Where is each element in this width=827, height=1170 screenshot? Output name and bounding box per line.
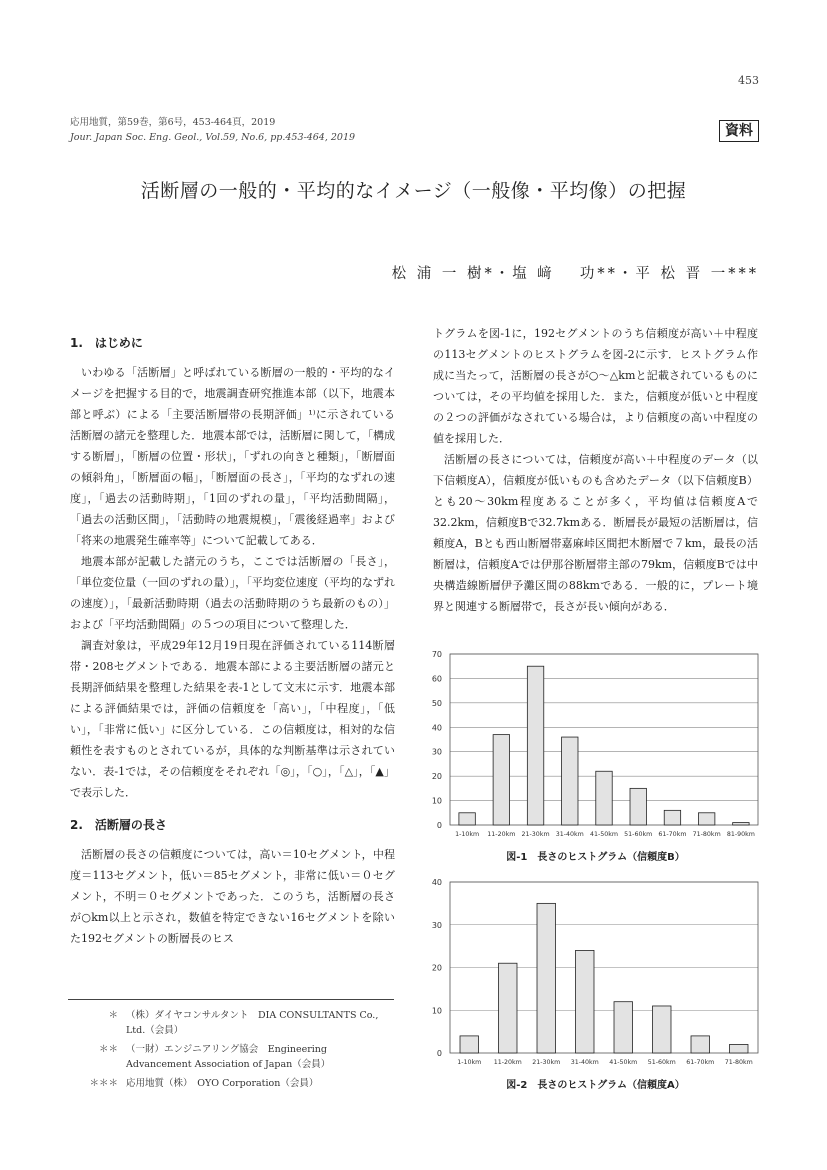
x-tick-label: 21-30km (532, 1059, 561, 1066)
left-column (70, 333, 395, 949)
x-tick-label: 31-40km (555, 831, 584, 838)
footnote-mark: ＊ (108, 1010, 118, 1021)
figure-2-histogram (428, 873, 763, 1073)
footnotes (68, 1008, 394, 1088)
y-tick-label: 10 (431, 796, 442, 806)
intro-paragraph-2: 地震本部が記載した諸元のうち，ここでは活断層の「長さ」，「単位変位量（一回のずれの量）」，「平均変位速度（平均的なずれの速度）」，「最新活動時期（過去の活動時期のうち最新のもの）」および「平均活動間隔」の５つの項目について整理した． (70, 555, 395, 631)
paper-title: 活断層の一般的・平均的なイメージ（一般像・平均像）の把握 (140, 180, 687, 202)
x-tick-label: 21-30km (521, 831, 550, 838)
histogram-bar (596, 771, 612, 825)
section-heading-intro: 1. はじめに (70, 336, 143, 350)
histogram-bar (537, 903, 555, 1053)
histogram-bar (664, 810, 680, 825)
right-column (433, 323, 758, 617)
histogram-bar (698, 813, 714, 825)
x-tick-label: 11-20km (493, 1059, 522, 1066)
y-tick-label: 20 (431, 963, 442, 973)
histogram-bar (493, 735, 509, 825)
histogram-bar (459, 813, 475, 825)
histogram-bar (576, 950, 594, 1053)
x-tick-label: 11-20km (487, 831, 516, 838)
histogram-bar (460, 1036, 478, 1053)
histogram-bar (730, 1044, 748, 1053)
x-tick-label: 51-60km (624, 831, 653, 838)
figure-2-caption: 図-2 長さのヒストグラム（信頼度A） (506, 1080, 685, 1091)
y-tick-label: 70 (431, 650, 442, 659)
length-paragraph-2: トグラムを図-1に，192セグメントのうち信頼度が高い＋中程度の113セグメントのヒストグラムを図-2に示す．ヒストグラム作成に当たって，活断層の長さが○～△kmと記載されているものについては，その平均値を採用した．また，信頼度が低いと中程度の２つの評価がなされている場合は，より信頼度の高い中程度の値を採用した． (433, 327, 758, 445)
intro-paragraph-1: いわゆる「活断層」と呼ばれている断層の一般的・平均的なイメージを把握する目的で，地震調査研究推進本部（以下，地震本部と呼ぶ）による「主要活断層帯の長期評価」¹⁾に示されている活断層の諸元を整理した．地震本部では，活断層に関して，「構成する断層」，「断層の位置・形状」，「ずれの向きと種類」，「断層面の傾斜角」，「断層面の幅」，「断層面の長さ」，「平均的なずれの速度」，「過去の活動時期」，「1回のずれの量」，「平均活動間隔」，「過去の活動区間」，「活動時の地震規模」，「震後経過率」および「将来の地震発生確率等」について記載してある． (70, 366, 395, 547)
x-tick-label: 71-80km (692, 831, 721, 838)
x-tick-label: 61-70km (686, 1059, 715, 1066)
footnote-3 (68, 1076, 394, 1091)
x-tick-label: 61-70km (658, 831, 687, 838)
footnote-mark: ＊＊＊ (89, 1078, 118, 1089)
y-tick-label: 20 (431, 772, 442, 782)
length-paragraph-3: 活断層の長さについては，信頼度が高い＋中程度のデータ（以下信頼度A），信頼度が低いものも含めたデータ（以下信頼度B）とも20～30km程度あることが多く，平均値は信頼度Aで32.2km，信頼度Bで32.7kmある．断層長が最短の活断層は，信頼度A，Bとも西山断層帯嘉麻峠区間把木断層で７km，最長の活断層は，信頼度Aでは伊那谷断層帯主部の79km，信頼度Bでは中央構造線断層伊予灘区間の88kmである．一般的に，プレート境界と関連する断層帯で，長さが長い傾向がある． (433, 453, 758, 613)
journal-citation-en: Jour. Japan Soc. Eng. Geol., Vol.59, No.6, pp.453-464, 2019 (70, 132, 356, 143)
y-tick-label: 60 (431, 674, 442, 684)
footnote-text: （一財）エンジニアリング協会 Engineering Advancement Association of Japan（会員） (126, 1044, 331, 1070)
histogram-bar (733, 823, 749, 825)
footnote-text: （株）ダイヤコンサルタント DIA CONSULTANTS Co., Ltd.（会員） (126, 1010, 379, 1036)
figure-1-histogram (428, 645, 763, 845)
histogram-bar (691, 1036, 709, 1053)
histogram-bar (562, 737, 578, 825)
histogram-bar (630, 788, 646, 825)
footnote-mark: ＊＊ (98, 1044, 118, 1055)
x-tick-label: 31-40km (570, 1059, 599, 1066)
length-paragraph-1: 活断層の長さの信頼度については，高い＝10セグメント，中程度＝113セグメント，低い＝85セグメント，非常に低い＝０セグメント，不明＝０セグメントであった．このうち，活断層の長さが○km以上と示され，数値を特定できない16セグメントを除いた192セグメントの断層長のヒス (70, 848, 395, 945)
page-number: 453 (738, 74, 759, 87)
y-tick-label: 0 (436, 821, 442, 830)
journal-citation-ja: 応用地質，第59巻，第6号，453-464頁，2019 (70, 117, 276, 128)
footnote-2 (68, 1042, 394, 1072)
histogram-bar (499, 963, 517, 1053)
y-tick-label: 40 (431, 723, 442, 733)
figure-1-caption: 図-1 長さのヒストグラム（信頼度B） (506, 852, 685, 863)
x-tick-label: 41-50km (589, 831, 619, 838)
histogram-bar (614, 1002, 632, 1053)
intro-paragraph-3: 調査対象は，平成29年12月19日現在評価されている114断層帯・208セグメントである．地震本部による主要活断層の諸元と長期評価結果を整理した結果を表-1として文末に示す．地震本部による評価結果では，評価の信頼度を「高い」，「中程度」，「低い」，「非常に低い」に区分している．この信頼度は，相対的な信頼性を表すものとされているが，具体的な判断基準は示されていない．表-1では，その信頼度をそれぞれ「◎」，「○」，「△」，「▲」で表示した． (70, 639, 395, 799)
document-type-badge: 資料 (719, 120, 759, 142)
section-heading-length: 2. 活断層の長さ (70, 818, 167, 832)
x-tick-label: 41-50km (609, 1059, 638, 1066)
footnote-1 (68, 1008, 394, 1038)
y-tick-label: 40 (431, 878, 442, 887)
x-tick-label: 81-90km (726, 831, 755, 838)
histogram-bar (527, 666, 543, 825)
y-tick-label: 10 (431, 1006, 442, 1016)
x-tick-label: 1-10km (455, 831, 480, 838)
y-tick-label: 0 (436, 1049, 442, 1058)
x-tick-label: 71-80km (724, 1059, 753, 1066)
y-tick-label: 30 (431, 747, 442, 757)
footnote-divider (68, 999, 394, 1000)
x-tick-label: 51-60km (647, 1059, 676, 1066)
y-tick-label: 50 (431, 698, 442, 708)
histogram-bar (653, 1006, 671, 1053)
footnote-text: 応用地質（株） OYO Corporation（会員） (126, 1078, 319, 1089)
x-tick-label: 1-10km (457, 1059, 482, 1066)
y-tick-label: 30 (431, 920, 442, 930)
author-list: 松 浦 一 樹*・塩 﨑 功**・平 松 晋 一*** (391, 266, 759, 282)
